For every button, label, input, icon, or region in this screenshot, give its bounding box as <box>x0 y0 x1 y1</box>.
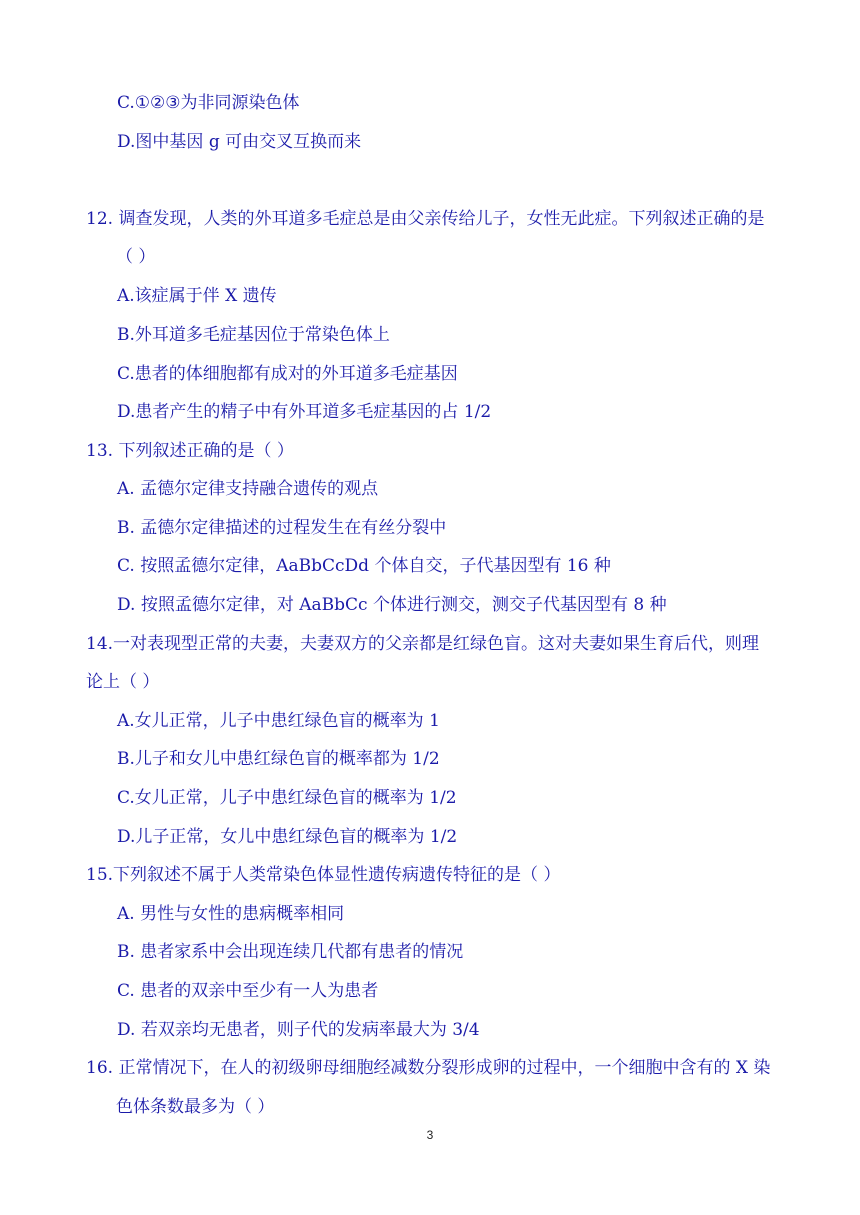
q13-option-a: A. 孟德尔定律支持融合遗传的观点 <box>117 479 379 499</box>
q14-stem: 14.一对表现型正常的夫妻，夫妻双方的父亲都是红绿色盲。这对夫妻如果生育后代，则理 <box>86 634 760 654</box>
q12-stem: 12. 调查发现，人类的外耳道多毛症总是由父亲传给儿子，女性无此症。下列叙述正确的是 <box>86 209 765 229</box>
q14-stem-cont: 论上（ ） <box>86 672 160 692</box>
q14-option-d: D.儿子正常，女儿中患红绿色盲的概率为 1/2 <box>117 827 458 847</box>
q14-option-b: B.儿子和女儿中患红绿色盲的概率都为 1/2 <box>117 749 440 769</box>
q13-option-b: B. 孟德尔定律描述的过程发生在有丝分裂中 <box>117 518 447 538</box>
q13-stem: 13. 下列叙述正确的是（ ） <box>86 441 294 461</box>
q11-option-c: C.①②③为非同源染色体 <box>117 93 300 113</box>
q15-option-d: D. 若双亲均无患者，则子代的发病率最大为 3/4 <box>117 1020 480 1040</box>
q14-option-c: C.女儿正常，儿子中患红绿色盲的概率为 1/2 <box>117 788 457 808</box>
q15-option-c: C. 患者的双亲中至少有一人为患者 <box>117 981 379 1001</box>
q16-stem-cont: 色体条数最多为（ ） <box>116 1097 275 1117</box>
q12-option-b: B.外耳道多毛症基因位于常染色体上 <box>117 325 390 345</box>
q13-option-c: C. 按照孟德尔定律，AaBbCcDd 个体自交，子代基因型有 16 种 <box>117 556 611 576</box>
q12-stem-cont: （ ） <box>116 247 156 267</box>
q12-option-d: D.患者产生的精子中有外耳道多毛症基因的占 1/2 <box>117 402 492 422</box>
page-number: 3 <box>426 1128 434 1142</box>
q13-option-d: D. 按照孟德尔定律，对 AaBbCc 个体进行测交，测交子代基因型有 8 种 <box>117 595 667 615</box>
q12-option-c: C.患者的体细胞都有成对的外耳道多毛症基因 <box>117 364 458 384</box>
q14-option-a: A.女儿正常，儿子中患红绿色盲的概率为 1 <box>117 711 440 731</box>
q11-option-d: D.图中基因 g 可由交叉互换而来 <box>117 132 362 152</box>
q15-option-b: B. 患者家系中会出现连续几代都有患者的情况 <box>117 942 464 962</box>
q12-option-a: A.该症属于伴 X 遗传 <box>117 286 277 306</box>
q15-option-a: A. 男性与女性的患病概率相同 <box>117 904 345 924</box>
q15-stem: 15.下列叙述不属于人类常染色体显性遗传病遗传特征的是（ ） <box>86 865 561 885</box>
q16-stem: 16. 正常情况下，在人的初级卵母细胞经减数分裂形成卵的过程中，一个细胞中含有的 X 染 <box>86 1058 771 1078</box>
